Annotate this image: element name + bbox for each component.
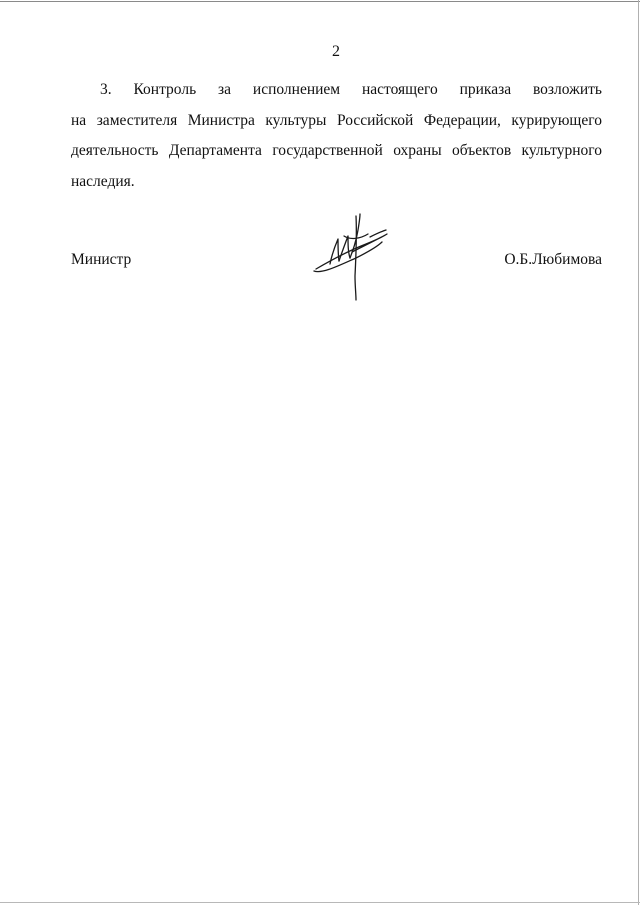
word: культурного: [521, 142, 602, 159]
word: курирующего: [511, 112, 602, 129]
word: охраны: [393, 142, 442, 159]
word: культуры: [265, 112, 327, 129]
paragraph-line-2: [71, 111, 602, 131]
signatory-title: Министр: [71, 251, 132, 268]
paragraph-line-3: [71, 141, 602, 161]
word: Федерации,: [423, 112, 501, 129]
signatory-name: О.Б.Любимова: [504, 251, 602, 268]
word: настоящего: [361, 81, 438, 98]
word: Контроль: [133, 81, 197, 98]
page-edge-right: [638, 0, 639, 905]
word: исполнением: [252, 81, 341, 98]
word: Российской: [336, 112, 414, 129]
word: государственной: [272, 142, 383, 159]
page-number: 2: [332, 43, 340, 60]
word: на: [71, 112, 87, 129]
paragraph-line-4: наследия.: [71, 173, 135, 190]
page-edge-bottom: [0, 902, 640, 903]
word: Департамента: [168, 142, 262, 159]
word: деятельность: [71, 142, 159, 159]
word: Министра: [187, 112, 255, 129]
word: объектов: [452, 142, 512, 159]
paragraph-line-1: [71, 80, 602, 100]
handwritten-signature: [308, 206, 398, 302]
word: заместителя: [96, 112, 178, 129]
word: возложить: [532, 81, 602, 98]
word: 3.: [100, 81, 112, 98]
word: приказа: [459, 81, 512, 98]
page-edge-top: [0, 1, 640, 2]
word: за: [218, 81, 232, 98]
